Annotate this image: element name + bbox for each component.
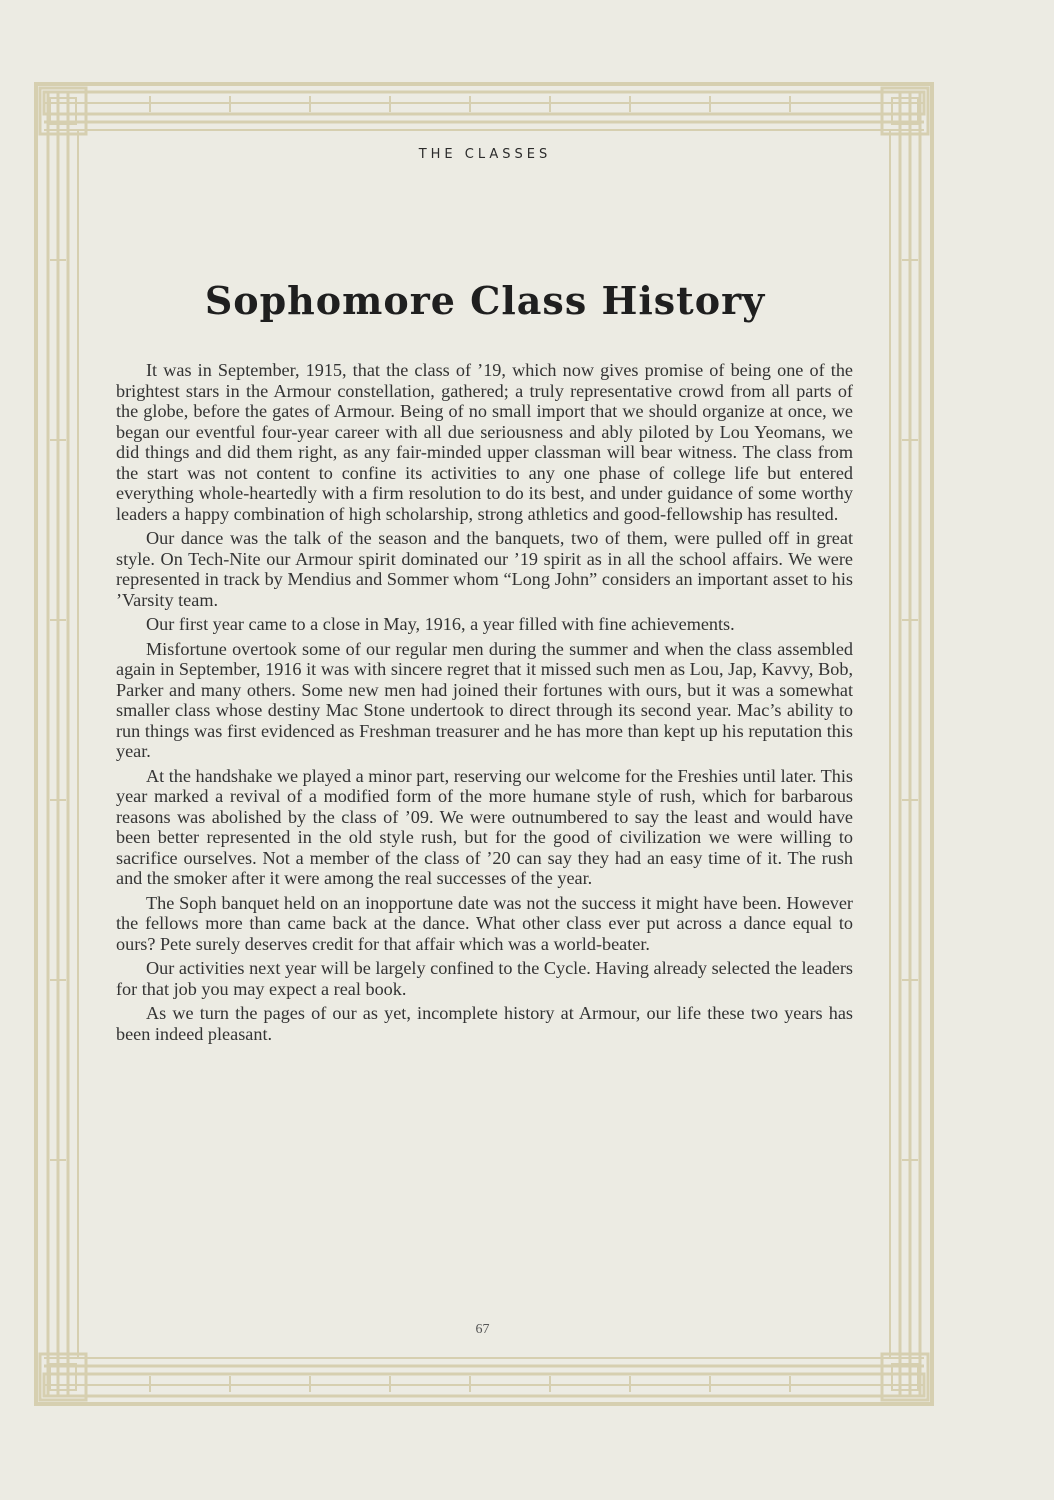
page-title: Sophomore Class History [204, 278, 766, 323]
running-head: THE CLASSES [418, 147, 552, 162]
article-body [116, 360, 853, 1048]
page-number: 67 [475, 1322, 490, 1337]
paragraph: Our first year came to a close in May, 1916, a year filled with fine achievements. [146, 614, 735, 634]
paragraph: The Soph banquet held on an inopportune date was not the success it might have been. However the fellows more than came back at the dance. What other class ever put across a dance equal to ours? Pete surely deserves credit for that affair which was a world-beater. [116, 892, 853, 954]
paragraph: Misfortune overtook some of our regular men during the summer and when the class assembled again in September, 1916 it was with sincere regret that it missed such men as Lou, Jap, Kavvy, Bob, Parker and many others. Some new men had joined their fortunes with ours, but it was a somewhat smaller class whose destiny Mac Stone undertook to direct through its second year. Mac’s ability to run things was first evidenced as Freshman treasurer and he has more than kept up his reputation this year. [116, 638, 853, 761]
paragraph: It was in September, 1915, that the class of ’19, which now gives promise of being one of the brightest stars in the Armour constellation, gathered; a truly representative crowd from all parts of the globe, before the gates of Armour. Being of no small import that we should organize at once, we began our eventful four-year career with all due seriousness and ably piloted by Lou Yeomans, we did things and did them right, as any fair-minded upper classman will bear witness. The class from the start was not content to confine its activities to any one phase of college life but entered everything whole-heartedly with a firm resolution to do its best, and under guidance of some worthy leaders a happy combination of high scholarship, strong athletics and good-fellowship has resulted. [116, 360, 853, 524]
paragraph: Our activities next year will be largely confined to the Cycle. Having already selected the leaders for that job you may expect a real book. [116, 958, 853, 999]
paragraph: As we turn the pages of our as yet, incomplete history at Armour, our life these two years has been indeed pleasant. [116, 1003, 853, 1044]
paragraph: Our dance was the talk of the season and the banquets, two of them, were pulled off in great style. On Tech-Nite our Armour spirit dominated our ’19 spirit as in all the school affairs. We were represented in track by Mendius and Sommer whom “Long John” considers an important asset to his ’Varsity team. [116, 528, 853, 610]
paragraph: At the handshake we played a minor part, reserving our welcome for the Freshies until later. This year marked a revival of a modified form of the more humane style of rush, which for barbarous reasons was abolished by the class of ’09. We were outnumbered to say the least and would have been better represented in the old style rush, but for the good of civilization we were willing to sacrifice ourselves. Not a member of the class of ’20 can say they had an easy time of it. The rush and the smoker after it were among the real successes of the year. [116, 765, 853, 888]
